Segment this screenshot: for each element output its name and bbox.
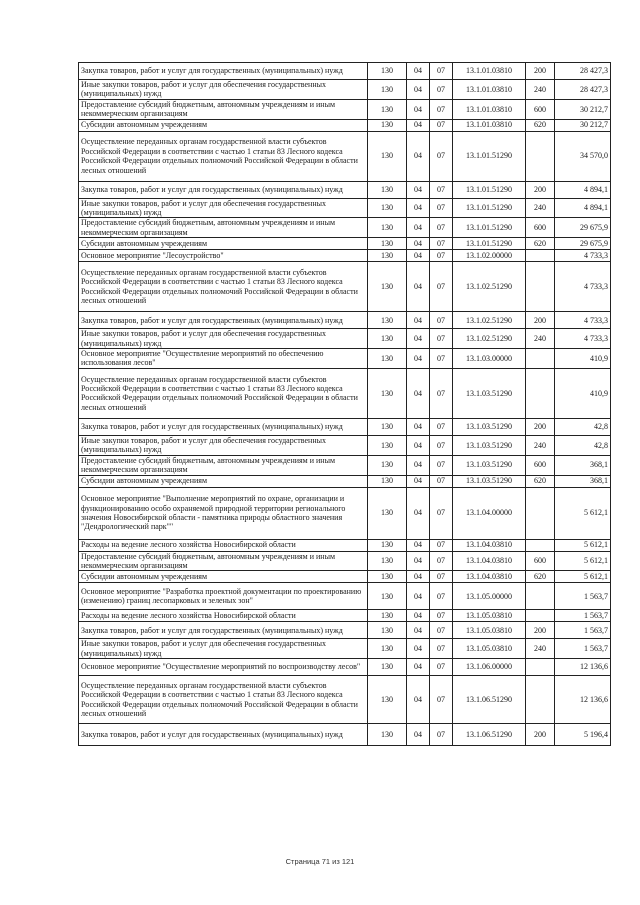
cell-name: Иные закупки товаров, работ и услуг для обеспечения государственных (муниципальных) нужд — [79, 435, 368, 455]
cell-expense-type — [526, 250, 555, 262]
cell-admin-code: 130 — [368, 131, 407, 181]
cell-target-code: 13.1.01.51290 — [453, 131, 526, 181]
cell-section: 04 — [407, 676, 430, 724]
cell-section: 04 — [407, 610, 430, 622]
cell-target-code: 13.1.05.03810 — [453, 639, 526, 659]
cell-name: Предоставление субсидий бюджетным, автономным учреждениям и иным некоммерческим организациям — [79, 551, 368, 571]
cell-target-code: 13.1.03.51290 — [453, 368, 526, 418]
table-row — [79, 610, 611, 622]
cell-expense-type: 200 — [526, 622, 555, 639]
cell-expense-type: 620 — [526, 571, 555, 583]
cell-admin-code: 130 — [368, 198, 407, 218]
cell-section: 04 — [407, 622, 430, 639]
cell-section: 04 — [407, 63, 430, 80]
cell-subsection: 07 — [430, 551, 453, 571]
cell-subsection: 07 — [430, 639, 453, 659]
cell-amount: 42,8 — [555, 418, 611, 435]
cell-amount: 4 733,3 — [555, 312, 611, 329]
cell-name: Осуществление переданных органам государственной власти субъектов Российской Федерации в соответствии с частью 1 статьи 83 Лесного кодекса Российской Федерации отдельных полномочий Российской Федерации в области лесных отношений — [79, 131, 368, 181]
table-row — [79, 418, 611, 435]
cell-admin-code: 130 — [368, 329, 407, 349]
cell-subsection: 07 — [430, 418, 453, 435]
cell-name: Основное мероприятие "Лесоустройство" — [79, 250, 368, 262]
table-row — [79, 238, 611, 250]
cell-name: Субсидии автономным учреждениям — [79, 238, 368, 250]
page-number: Страница 71 из 121 — [285, 857, 355, 866]
cell-section: 04 — [407, 551, 430, 571]
cell-expense-type: 240 — [526, 198, 555, 218]
cell-name: Основное мероприятие "Разработка проектной документации по проектированию (изменению) границ лесопарковых и зеленых зон" — [79, 583, 368, 610]
cell-name: Субсидии автономным учреждениям — [79, 571, 368, 583]
table-row — [79, 639, 611, 659]
cell-name: Закупка товаров, работ и услуг для государственных (муниципальных) нужд — [79, 63, 368, 80]
cell-section: 04 — [407, 539, 430, 551]
cell-target-code: 13.1.02.51290 — [453, 262, 526, 312]
cell-name: Иные закупки товаров, работ и услуг для обеспечения государственных (муниципальных) нужд — [79, 639, 368, 659]
table-row — [79, 329, 611, 349]
cell-subsection: 07 — [430, 181, 453, 198]
table-row — [79, 455, 611, 475]
cell-section: 04 — [407, 329, 430, 349]
table-row — [79, 571, 611, 583]
cell-amount: 1 563,7 — [555, 610, 611, 622]
cell-admin-code: 130 — [368, 487, 407, 539]
cell-admin-code: 130 — [368, 583, 407, 610]
cell-target-code: 13.1.03.51290 — [453, 475, 526, 487]
cell-subsection: 07 — [430, 238, 453, 250]
cell-expense-type: 200 — [526, 312, 555, 329]
cell-section: 04 — [407, 262, 430, 312]
cell-name: Осуществление переданных органам государственной власти субъектов Российской Федерации в соответствии с частью 1 статьи 83 Лесного кодекса Российской Федерации отдельных полномочий Российской Федерации в области лесных отношений — [79, 676, 368, 724]
cell-name: Основное мероприятие "Осуществление мероприятий по обеспечению использования лесов" — [79, 349, 368, 369]
cell-name: Закупка товаров, работ и услуг для государственных (муниципальных) нужд — [79, 724, 368, 746]
table-row — [79, 262, 611, 312]
table-row — [79, 131, 611, 181]
cell-amount: 30 212,7 — [555, 119, 611, 131]
cell-expense-type: 240 — [526, 80, 555, 100]
table-row — [79, 368, 611, 418]
cell-amount: 4 894,1 — [555, 181, 611, 198]
cell-expense-type: 600 — [526, 551, 555, 571]
cell-admin-code: 130 — [368, 551, 407, 571]
cell-admin-code: 130 — [368, 218, 407, 238]
cell-subsection: 07 — [430, 455, 453, 475]
cell-amount: 410,9 — [555, 368, 611, 418]
cell-target-code: 13.1.01.51290 — [453, 198, 526, 218]
cell-subsection: 07 — [430, 368, 453, 418]
cell-subsection: 07 — [430, 250, 453, 262]
table-row — [79, 475, 611, 487]
cell-admin-code: 130 — [368, 99, 407, 119]
cell-target-code: 13.1.05.03810 — [453, 610, 526, 622]
cell-amount: 1 563,7 — [555, 583, 611, 610]
cell-expense-type: 240 — [526, 329, 555, 349]
cell-expense-type: 200 — [526, 724, 555, 746]
cell-admin-code: 130 — [368, 435, 407, 455]
cell-subsection: 07 — [430, 198, 453, 218]
cell-name: Иные закупки товаров, работ и услуг для обеспечения государственных (муниципальных) нужд — [79, 80, 368, 100]
cell-expense-type: 620 — [526, 475, 555, 487]
cell-amount: 1 563,7 — [555, 622, 611, 639]
cell-section: 04 — [407, 455, 430, 475]
table-row — [79, 487, 611, 539]
cell-admin-code: 130 — [368, 539, 407, 551]
cell-name: Расходы на ведение лесного хозяйства Новосибирской области — [79, 539, 368, 551]
cell-amount: 5 612,1 — [555, 539, 611, 551]
cell-target-code: 13.1.01.51290 — [453, 238, 526, 250]
cell-subsection: 07 — [430, 312, 453, 329]
table-row — [79, 250, 611, 262]
table-row — [79, 659, 611, 676]
cell-admin-code: 130 — [368, 63, 407, 80]
cell-section: 04 — [407, 99, 430, 119]
cell-expense-type — [526, 487, 555, 539]
cell-name: Основное мероприятие "Осуществление мероприятий по воспроизводству лесов" — [79, 659, 368, 676]
table-row — [79, 551, 611, 571]
cell-name: Закупка товаров, работ и услуг для государственных (муниципальных) нужд — [79, 418, 368, 435]
cell-target-code: 13.1.04.03810 — [453, 571, 526, 583]
cell-expense-type — [526, 610, 555, 622]
cell-section: 04 — [407, 349, 430, 369]
table-row — [79, 676, 611, 724]
cell-admin-code: 130 — [368, 368, 407, 418]
cell-amount: 368,1 — [555, 455, 611, 475]
cell-name: Предоставление субсидий бюджетным, автономным учреждениям и иным некоммерческим организациям — [79, 455, 368, 475]
table-row — [79, 435, 611, 455]
table-body — [79, 63, 611, 746]
table-row — [79, 539, 611, 551]
cell-amount: 12 136,6 — [555, 659, 611, 676]
cell-section: 04 — [407, 724, 430, 746]
cell-target-code: 13.1.05.00000 — [453, 583, 526, 610]
cell-expense-type — [526, 368, 555, 418]
cell-amount: 42,8 — [555, 435, 611, 455]
cell-expense-type: 600 — [526, 218, 555, 238]
cell-subsection: 07 — [430, 329, 453, 349]
cell-expense-type — [526, 659, 555, 676]
cell-amount: 4 733,3 — [555, 329, 611, 349]
cell-amount: 12 136,6 — [555, 676, 611, 724]
cell-admin-code: 130 — [368, 571, 407, 583]
cell-name: Закупка товаров, работ и услуг для государственных (муниципальных) нужд — [79, 181, 368, 198]
cell-section: 04 — [407, 487, 430, 539]
table-row — [79, 724, 611, 746]
cell-target-code: 13.1.01.03810 — [453, 99, 526, 119]
cell-subsection: 07 — [430, 475, 453, 487]
cell-subsection: 07 — [430, 659, 453, 676]
cell-amount: 29 675,9 — [555, 218, 611, 238]
cell-subsection: 07 — [430, 131, 453, 181]
cell-expense-type: 600 — [526, 99, 555, 119]
cell-admin-code: 130 — [368, 622, 407, 639]
cell-section: 04 — [407, 418, 430, 435]
cell-amount: 34 570,0 — [555, 131, 611, 181]
cell-expense-type: 600 — [526, 455, 555, 475]
cell-name: Осуществление переданных органам государственной власти субъектов Российской Федерации в соответствии с частью 1 статьи 83 Лесного кодекса Российской Федерации отдельных полномочий Российской Федерации в области лесных отношений — [79, 262, 368, 312]
table-row — [79, 181, 611, 198]
cell-admin-code: 130 — [368, 312, 407, 329]
cell-section: 04 — [407, 80, 430, 100]
cell-admin-code: 130 — [368, 659, 407, 676]
cell-amount: 5 612,1 — [555, 551, 611, 571]
cell-subsection: 07 — [430, 487, 453, 539]
table-row — [79, 99, 611, 119]
table-row — [79, 583, 611, 610]
cell-amount: 29 675,9 — [555, 238, 611, 250]
cell-name: Иные закупки товаров, работ и услуг для обеспечения государственных (муниципальных) нужд — [79, 329, 368, 349]
cell-subsection: 07 — [430, 676, 453, 724]
cell-expense-type: 200 — [526, 418, 555, 435]
cell-name: Субсидии автономным учреждениям — [79, 475, 368, 487]
cell-amount: 4 894,1 — [555, 198, 611, 218]
cell-expense-type: 200 — [526, 181, 555, 198]
cell-section: 04 — [407, 571, 430, 583]
cell-admin-code: 130 — [368, 610, 407, 622]
cell-amount: 28 427,3 — [555, 80, 611, 100]
cell-section: 04 — [407, 368, 430, 418]
cell-name: Осуществление переданных органам государственной власти субъектов Российской Федерации в соответствии с частью 1 статьи 83 Лесного кодекса Российской Федерации отдельных полномочий Российской Федерации в области лесных отношений — [79, 368, 368, 418]
cell-target-code: 13.1.01.51290 — [453, 218, 526, 238]
cell-target-code: 13.1.01.03810 — [453, 80, 526, 100]
cell-section: 04 — [407, 131, 430, 181]
cell-section: 04 — [407, 475, 430, 487]
cell-target-code: 13.1.03.00000 — [453, 349, 526, 369]
cell-section: 04 — [407, 218, 430, 238]
cell-subsection: 07 — [430, 539, 453, 551]
cell-target-code: 13.1.02.00000 — [453, 250, 526, 262]
table-row — [79, 218, 611, 238]
cell-expense-type: 240 — [526, 639, 555, 659]
table-row — [79, 349, 611, 369]
table-row — [79, 622, 611, 639]
cell-admin-code: 130 — [368, 455, 407, 475]
cell-section: 04 — [407, 312, 430, 329]
cell-subsection: 07 — [430, 724, 453, 746]
cell-amount: 30 212,7 — [555, 99, 611, 119]
cell-target-code: 13.1.02.51290 — [453, 329, 526, 349]
cell-expense-type — [526, 131, 555, 181]
cell-subsection: 07 — [430, 610, 453, 622]
table-row — [79, 63, 611, 80]
cell-expense-type: 620 — [526, 238, 555, 250]
cell-subsection: 07 — [430, 80, 453, 100]
cell-expense-type — [526, 583, 555, 610]
cell-target-code: 13.1.06.51290 — [453, 724, 526, 746]
cell-section: 04 — [407, 659, 430, 676]
cell-expense-type: 240 — [526, 435, 555, 455]
cell-admin-code: 130 — [368, 418, 407, 435]
cell-admin-code: 130 — [368, 250, 407, 262]
cell-target-code: 13.1.06.51290 — [453, 676, 526, 724]
cell-amount: 410,9 — [555, 349, 611, 369]
cell-section: 04 — [407, 238, 430, 250]
cell-admin-code: 130 — [368, 238, 407, 250]
cell-amount: 368,1 — [555, 475, 611, 487]
cell-subsection: 07 — [430, 262, 453, 312]
table-row — [79, 80, 611, 100]
cell-subsection: 07 — [430, 622, 453, 639]
cell-subsection: 07 — [430, 349, 453, 369]
cell-admin-code: 130 — [368, 349, 407, 369]
budget-table — [78, 62, 611, 746]
cell-target-code: 13.1.04.00000 — [453, 487, 526, 539]
cell-amount: 28 427,3 — [555, 63, 611, 80]
cell-amount: 5 196,4 — [555, 724, 611, 746]
cell-section: 04 — [407, 198, 430, 218]
cell-expense-type — [526, 262, 555, 312]
cell-subsection: 07 — [430, 119, 453, 131]
cell-section: 04 — [407, 181, 430, 198]
cell-name: Иные закупки товаров, работ и услуг для обеспечения государственных (муниципальных) нужд — [79, 198, 368, 218]
cell-target-code: 13.1.01.03810 — [453, 63, 526, 80]
cell-name: Расходы на ведение лесного хозяйства Новосибирской области — [79, 610, 368, 622]
cell-subsection: 07 — [430, 63, 453, 80]
cell-amount: 4 733,3 — [555, 262, 611, 312]
cell-admin-code: 130 — [368, 639, 407, 659]
cell-amount: 1 563,7 — [555, 639, 611, 659]
cell-subsection: 07 — [430, 218, 453, 238]
cell-name: Предоставление субсидий бюджетным, автономным учреждениям и иным некоммерческим организациям — [79, 218, 368, 238]
cell-name: Основное мероприятие "Выполнение мероприятий по охране, организации и функционированию особо охраняемой природной территории регионального значения Новосибирской области - памятника природы областного значения "Дендрологический парк"" — [79, 487, 368, 539]
cell-subsection: 07 — [430, 435, 453, 455]
cell-expense-type — [526, 349, 555, 369]
cell-target-code: 13.1.03.51290 — [453, 455, 526, 475]
cell-admin-code: 130 — [368, 724, 407, 746]
cell-target-code: 13.1.02.51290 — [453, 312, 526, 329]
cell-section: 04 — [407, 639, 430, 659]
cell-expense-type — [526, 676, 555, 724]
cell-target-code: 13.1.01.51290 — [453, 181, 526, 198]
cell-target-code: 13.1.03.51290 — [453, 435, 526, 455]
cell-expense-type: 620 — [526, 119, 555, 131]
table-row — [79, 119, 611, 131]
cell-admin-code: 130 — [368, 475, 407, 487]
cell-target-code: 13.1.01.03810 — [453, 119, 526, 131]
cell-target-code: 13.1.06.00000 — [453, 659, 526, 676]
table-row — [79, 198, 611, 218]
cell-subsection: 07 — [430, 583, 453, 610]
cell-subsection: 07 — [430, 571, 453, 583]
cell-admin-code: 130 — [368, 676, 407, 724]
cell-admin-code: 130 — [368, 181, 407, 198]
cell-name: Закупка товаров, работ и услуг для государственных (муниципальных) нужд — [79, 622, 368, 639]
cell-section: 04 — [407, 435, 430, 455]
cell-section: 04 — [407, 583, 430, 610]
cell-amount: 5 612,1 — [555, 487, 611, 539]
cell-target-code: 13.1.05.03810 — [453, 622, 526, 639]
cell-subsection: 07 — [430, 99, 453, 119]
cell-target-code: 13.1.04.03810 — [453, 551, 526, 571]
cell-target-code: 13.1.04.03810 — [453, 539, 526, 551]
cell-expense-type: 200 — [526, 63, 555, 80]
cell-section: 04 — [407, 250, 430, 262]
cell-amount: 5 612,1 — [555, 571, 611, 583]
cell-amount: 4 733,3 — [555, 250, 611, 262]
cell-admin-code: 130 — [368, 119, 407, 131]
cell-admin-code: 130 — [368, 80, 407, 100]
cell-admin-code: 130 — [368, 262, 407, 312]
cell-name: Субсидии автономным учреждениям — [79, 119, 368, 131]
cell-section: 04 — [407, 119, 430, 131]
cell-target-code: 13.1.03.51290 — [453, 418, 526, 435]
cell-name: Закупка товаров, работ и услуг для государственных (муниципальных) нужд — [79, 312, 368, 329]
cell-expense-type — [526, 539, 555, 551]
table-row — [79, 312, 611, 329]
cell-name: Предоставление субсидий бюджетным, автономным учреждениям и иным некоммерческим организациям — [79, 99, 368, 119]
